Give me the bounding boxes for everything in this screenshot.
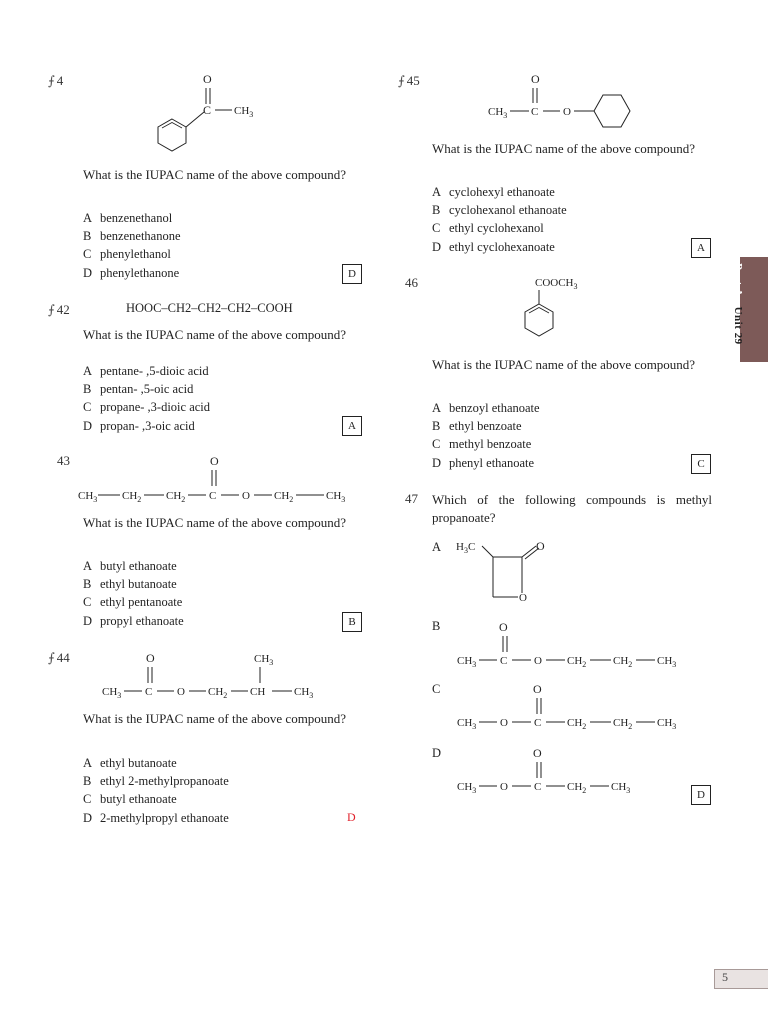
answer-handwritten: D bbox=[347, 810, 356, 824]
svg-text:CH3: $CH_3$ bbox=[457, 717, 477, 731]
svg-text:CH3: $CH_3$ bbox=[657, 655, 677, 669]
option: A butyl ethanoate bbox=[83, 559, 177, 573]
option: C propane- ,3-dioic acid bbox=[83, 400, 211, 415]
answer-box: A bbox=[691, 238, 711, 258]
option: B cyclohexanol ethanoate bbox=[432, 203, 567, 218]
side-tab-label: Part A Unit 29 bbox=[732, 263, 744, 345]
option: A ethyl butanoate bbox=[83, 756, 177, 770]
structure-q43 bbox=[76, 450, 366, 506]
option: B ethyl butanoate bbox=[83, 577, 177, 592]
formula-q42: HOOC–CH2–CH2–CH2–COOH bbox=[126, 301, 293, 315]
svg-text:CH2: $CH_2$ bbox=[274, 490, 294, 504]
options-q43 bbox=[83, 557, 184, 630]
svg-text:CH3: $CH_3$ bbox=[294, 686, 314, 700]
svg-text:CH3: $CH_3$ bbox=[611, 781, 631, 795]
svg-text:O: O bbox=[210, 454, 219, 468]
option: C butyl ethanoate bbox=[83, 792, 177, 807]
answer-box: D bbox=[342, 264, 362, 284]
structure-q47-c bbox=[455, 676, 695, 734]
structure-q45 bbox=[486, 68, 636, 130]
structure-q47-a bbox=[452, 534, 562, 608]
option: B pentan- ,5-oic acid bbox=[83, 382, 194, 397]
question-number: ⨍ 45 bbox=[398, 73, 420, 88]
svg-text:C: C bbox=[209, 490, 217, 502]
option: B benzenethanone bbox=[83, 229, 181, 244]
svg-text:CH2: $CH_2$ bbox=[567, 781, 587, 795]
question-number: 43 bbox=[57, 453, 70, 468]
svg-text:O: O bbox=[536, 539, 545, 553]
svg-text:CH2: $CH_2$ bbox=[613, 717, 633, 731]
side-tab bbox=[740, 257, 768, 362]
svg-text:O: O bbox=[500, 781, 508, 793]
option: C phenylethanol bbox=[83, 247, 171, 262]
question-stem: What is the IUPAC name of the above compound? bbox=[432, 141, 696, 156]
svg-text:CH2: $CH_2$ bbox=[208, 686, 228, 700]
svg-text:C: C bbox=[534, 781, 542, 793]
svg-text:CH3: $CH_3$ bbox=[657, 717, 677, 731]
option-letter: B bbox=[432, 619, 441, 633]
svg-text:C: C bbox=[203, 103, 212, 117]
option: D 2-methylpropyl ethanoate bbox=[83, 810, 229, 825]
option: A benzenethanol bbox=[83, 211, 173, 225]
svg-text:O: O bbox=[519, 592, 527, 604]
question-stem: What is the IUPAC name of the above compound? bbox=[83, 711, 347, 726]
svg-text:C: C bbox=[534, 717, 542, 729]
svg-text:CH3: $CH_3$ bbox=[102, 686, 122, 700]
question-number: ⨍ 42 bbox=[48, 302, 70, 317]
svg-text:O: O bbox=[146, 651, 155, 665]
option: C ethyl pentanoate bbox=[83, 595, 183, 610]
question-number: 46 bbox=[405, 275, 418, 290]
structure-q44 bbox=[100, 645, 330, 703]
svg-text:CH3: $CH_3$ bbox=[254, 653, 274, 667]
option: A pentane- ,5-dioic acid bbox=[83, 364, 209, 378]
svg-text:CH2: $CH_2$ bbox=[166, 490, 186, 504]
svg-text:C: C bbox=[145, 686, 153, 698]
svg-text:O: O bbox=[533, 746, 542, 760]
option: B ethyl 2-methylpropanoate bbox=[83, 774, 229, 789]
svg-text:O: O bbox=[242, 490, 250, 502]
page-number: 5 bbox=[722, 970, 728, 984]
svg-text:O: O bbox=[533, 682, 542, 696]
option: D ethyl cyclohexanoate bbox=[432, 239, 555, 254]
svg-text:CH3: $CH_3$ bbox=[457, 781, 477, 795]
question-stem: Which of the following compounds is methyl propanoate? bbox=[432, 492, 712, 525]
svg-text:O: O bbox=[500, 717, 508, 729]
svg-text:COOCH3: $COOCH_3$ bbox=[535, 277, 578, 291]
svg-text:CH3: $CH_3$ bbox=[234, 105, 254, 119]
option: C methyl benzoate bbox=[432, 437, 532, 452]
svg-text:CH2: $CH_2$ bbox=[613, 655, 633, 669]
answer-box: A bbox=[342, 416, 362, 436]
options-q46 bbox=[432, 399, 540, 472]
svg-text:H3C: $H_3C$ bbox=[456, 541, 476, 555]
svg-text:O: O bbox=[177, 686, 185, 698]
option-letter: C bbox=[432, 682, 441, 696]
option: A cyclohexyl ethanoate bbox=[432, 185, 555, 199]
option: D propyl ethanoate bbox=[83, 613, 184, 628]
svg-text:O: O bbox=[499, 620, 508, 634]
answer-box: B bbox=[342, 612, 362, 632]
structure-q41 bbox=[148, 68, 268, 160]
question-number: ⨍ 4 bbox=[48, 73, 64, 88]
svg-text:CH3: $CH_3$ bbox=[326, 490, 346, 504]
svg-text:CH2: $CH_2$ bbox=[122, 490, 142, 504]
svg-text:CH3: $CH_3$ bbox=[457, 655, 477, 669]
answer-box: D bbox=[691, 785, 711, 805]
question-stem: What is the IUPAC name of the above compound? bbox=[432, 357, 696, 372]
svg-text:CH3: $CH_3$ bbox=[78, 490, 98, 504]
svg-text:CH2: $CH_2$ bbox=[567, 717, 587, 731]
question-stem: What is the IUPAC name of the above compound? bbox=[83, 515, 347, 530]
svg-text:CH3: $CH_3$ bbox=[488, 106, 508, 120]
question-number: ⨍ 44 bbox=[48, 650, 70, 665]
question-stem: What is the IUPAC name of the above compound? bbox=[83, 327, 347, 342]
svg-text:O: O bbox=[531, 72, 540, 86]
question-stem: What is the IUPAC name of the above compound? bbox=[83, 167, 347, 182]
options-q45 bbox=[432, 183, 567, 256]
svg-text:CH: CH bbox=[250, 686, 266, 698]
option-letter: A bbox=[432, 540, 442, 554]
structure-q47-d bbox=[455, 740, 655, 798]
svg-text:C: C bbox=[500, 655, 508, 667]
svg-text:CH2: $CH_2$ bbox=[567, 655, 587, 669]
question-number: 47 bbox=[405, 491, 418, 506]
options-q41 bbox=[83, 209, 181, 282]
svg-text:C: C bbox=[531, 106, 539, 118]
option: B ethyl benzoate bbox=[432, 419, 522, 434]
svg-text:O: O bbox=[534, 655, 542, 667]
option-letter: D bbox=[432, 746, 442, 760]
options-q44 bbox=[83, 754, 229, 827]
svg-text:O: O bbox=[563, 106, 571, 118]
structure-q47-b bbox=[455, 614, 695, 672]
svg-text:O: O bbox=[203, 72, 212, 86]
option: C ethyl cyclohexanol bbox=[432, 221, 544, 236]
options-q42 bbox=[83, 362, 210, 435]
structure-q46 bbox=[515, 270, 605, 342]
option: A benzoyl ethanoate bbox=[432, 401, 540, 415]
option: D phenyl ethanoate bbox=[432, 455, 535, 470]
answer-box: C bbox=[691, 454, 711, 474]
option: D propan- ,3-oic acid bbox=[83, 418, 195, 433]
option: D phenylethanone bbox=[83, 265, 180, 280]
